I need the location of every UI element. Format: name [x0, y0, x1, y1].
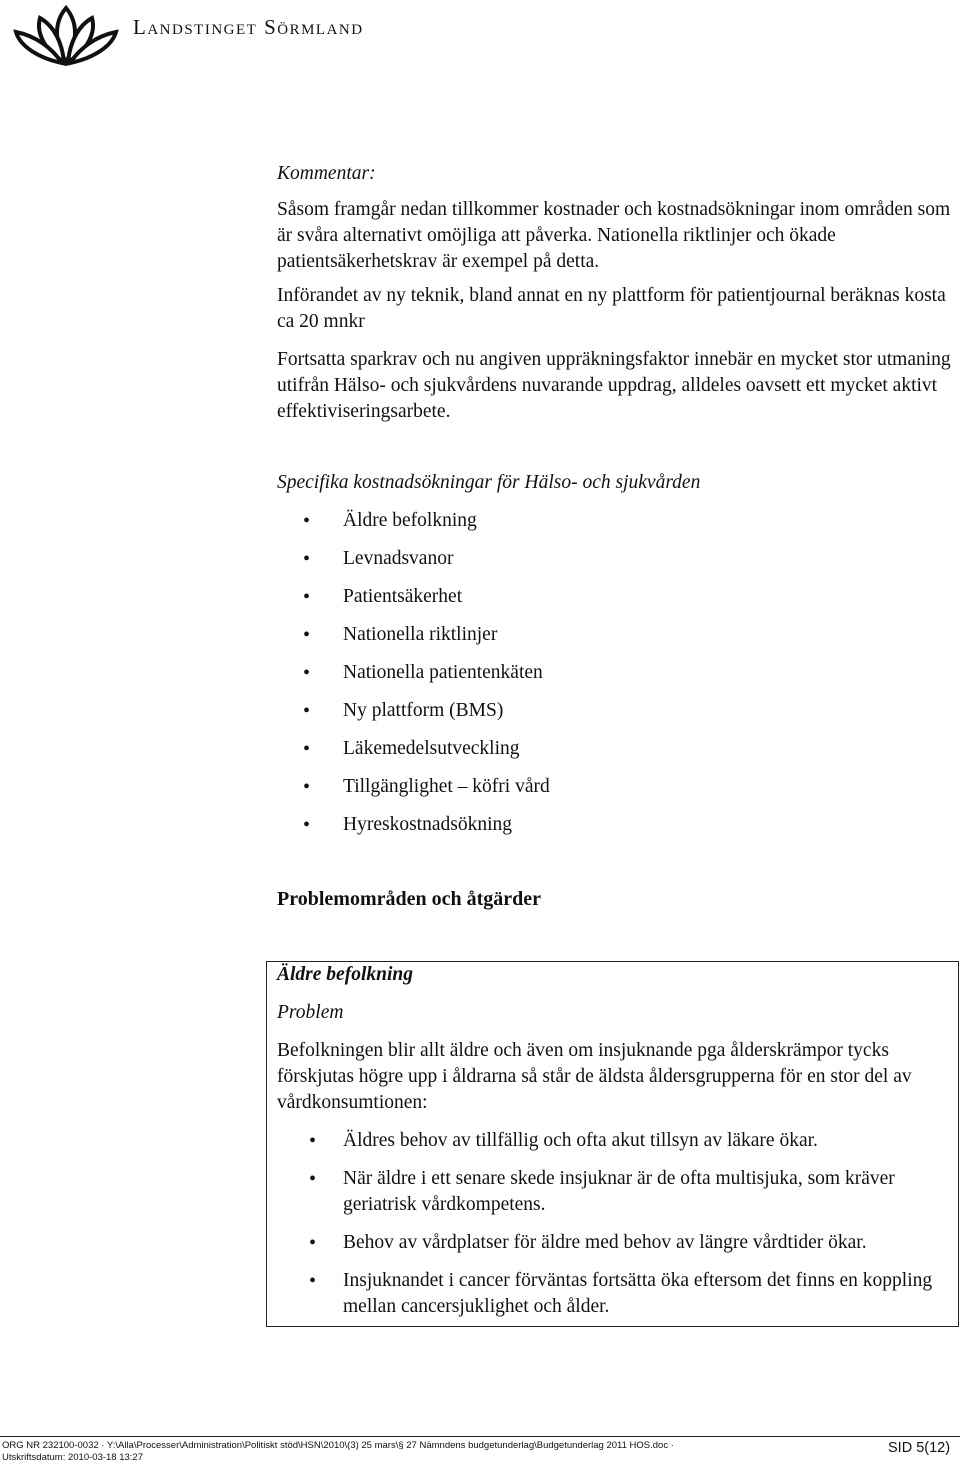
- specifics-title: Specifika kostnadsökningar för Hälso- och sjukvården: [277, 472, 701, 493]
- list-item: • När äldre i ett senare skede insjuknar är de ofta multisjuka, som kräver geriatrisk vårdkompetens.: [277, 1166, 952, 1218]
- list-item: • Läkemedelsutveckling: [277, 736, 957, 762]
- comment-label: Kommentar:: [277, 163, 376, 184]
- box-subtitle: Problem: [277, 1002, 344, 1023]
- problem-box: [266, 961, 959, 1327]
- list-item: • Hyreskostnadsökning: [277, 812, 957, 838]
- footer-divider: [0, 1436, 960, 1437]
- org-name: Landstinget Sörmland: [133, 15, 364, 39]
- list-item: • Nationella patientenkäten: [277, 660, 957, 686]
- list-item: • Patientsäkerhet: [277, 584, 957, 610]
- footer-path: ORG NR 232100-0032 · Y:\Alla\Processer\Administration\Politiskt stöd\HSN\2010\(3) 25 mars\§ 27 Nämndens budgetunderlag\Budgetunderlag 2011 HOS.doc ·: [2, 1440, 674, 1451]
- footer-print-date: Utskriftsdatum: 2010-03-18 13:27: [2, 1452, 143, 1463]
- box-bullet-list: [277, 1128, 952, 1320]
- comment-paragraph-1: Såsom framgår nedan tillkommer kostnader och kostnadsökningar inom områden som är svåra alternativt omöjliga att påverka. Nationella riktlinjer och ökade patientsäkerhetskrav är exempel på detta.: [277, 199, 951, 272]
- list-item: • Ny plattform (BMS): [277, 698, 957, 724]
- page-number: SID 5(12): [888, 1440, 951, 1456]
- section-heading: Problemområden och åtgärder: [277, 888, 542, 910]
- box-title: Äldre befolkning: [277, 964, 413, 985]
- landstinget-logo: [6, 2, 126, 66]
- list-item: • Nationella riktlinjer: [277, 622, 957, 648]
- list-item: • Behov av vårdplatser för äldre med behov av längre vårdtider ökar.: [277, 1230, 952, 1256]
- list-item: • Äldre befolkning: [277, 508, 957, 534]
- document-body: [277, 161, 957, 912]
- list-item: • Insjuknandet i cancer förväntas fortsätta öka eftersom det finns en koppling mellan cancersjuklighet och ålder.: [277, 1268, 952, 1320]
- comment-paragraph-3: Fortsatta sparkrav och nu angiven uppräkningsfaktor innebär en mycket stor utmaning utifrån Hälso- och sjukvårdens nuvarande uppdrag, alldeles oavsett ett mycket aktivt effektiviseringsarbete.: [277, 349, 951, 422]
- footer-info: [2, 1440, 674, 1464]
- box-intro: Befolkningen blir allt äldre och även om insjuknande pga ålderskrämpor tycks förskjutas högre upp i åldrarna så står de äldsta åldersgrupperna för en stor del av vårdkonsumtionen:: [277, 1040, 912, 1113]
- comment-paragraph-2: Införandet av ny teknik, bland annat en ny plattform för patientjournal beräknas kosta ca 20 mnkr: [277, 285, 946, 332]
- specifics-list: [277, 508, 957, 838]
- flower-logo-icon: [6, 2, 126, 66]
- list-item: • Tillgänglighet – köfri vård: [277, 774, 957, 800]
- list-item: • Äldres behov av tillfällig och ofta akut tillsyn av läkare ökar.: [277, 1128, 952, 1154]
- list-item: • Levnadsvanor: [277, 546, 957, 572]
